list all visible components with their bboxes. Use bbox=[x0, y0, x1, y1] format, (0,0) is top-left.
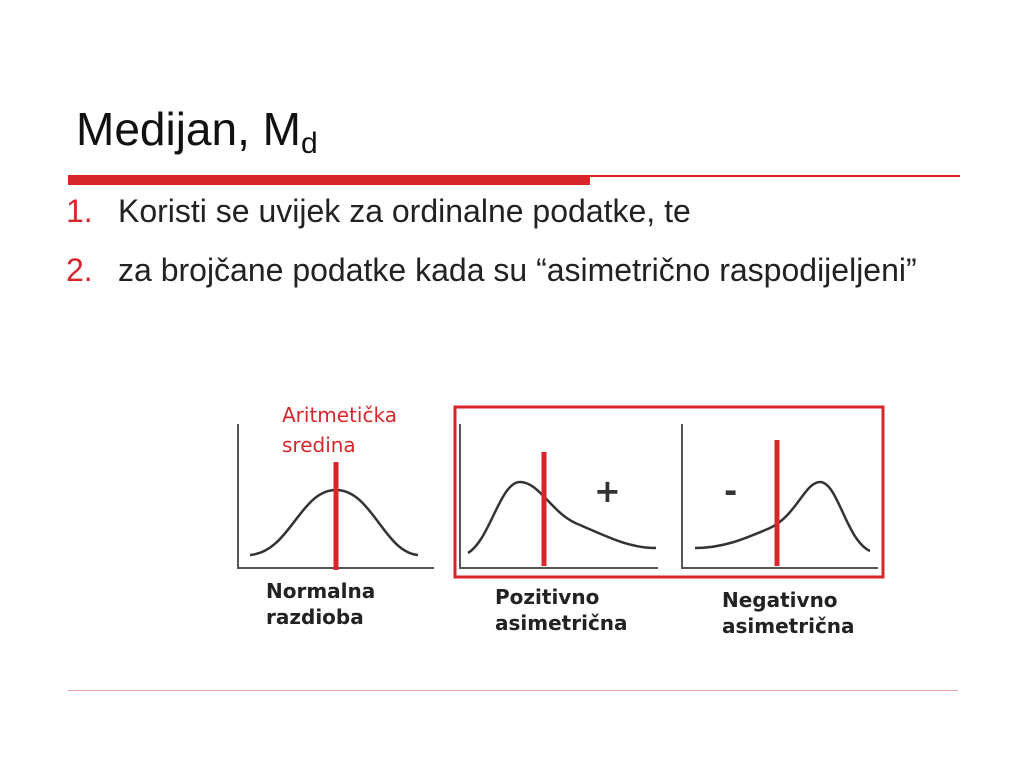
title-subscript: d bbox=[300, 127, 318, 160]
list-number: 2. bbox=[66, 252, 93, 288]
list-number: 1. bbox=[66, 193, 93, 229]
normal-label-line1: Normalna bbox=[266, 579, 376, 603]
positive-label bbox=[495, 584, 628, 636]
positive-label-line1: Pozitivno bbox=[495, 585, 600, 609]
positive-axes bbox=[460, 424, 658, 568]
mean-annotation-line1: Aritmetička bbox=[282, 403, 397, 427]
title-main: Medijan, M bbox=[76, 103, 301, 155]
minus-sign: - bbox=[724, 472, 738, 510]
list-text: za brojčane podatke kada su “asimetrično raspodijeljeni” bbox=[118, 252, 917, 288]
positive-curve bbox=[468, 482, 656, 553]
footer-rule bbox=[68, 690, 958, 691]
negative-label bbox=[722, 587, 855, 639]
plus-sign: + bbox=[594, 472, 621, 510]
negative-curve bbox=[695, 482, 870, 551]
positive-label-line2: asimetrična bbox=[495, 611, 628, 635]
normal-label-line2: razdioba bbox=[266, 605, 364, 629]
negative-label-line2: asimetrična bbox=[722, 614, 855, 638]
mean-annotation bbox=[282, 400, 397, 460]
negative-label-line1: Negativno bbox=[722, 588, 838, 612]
skewed-group-box bbox=[455, 407, 883, 577]
mean-annotation-line2: sredina bbox=[282, 433, 356, 457]
normal-label bbox=[266, 578, 375, 630]
list-text: Koristi se uvijek za ordinalne podatke, te bbox=[118, 193, 691, 229]
